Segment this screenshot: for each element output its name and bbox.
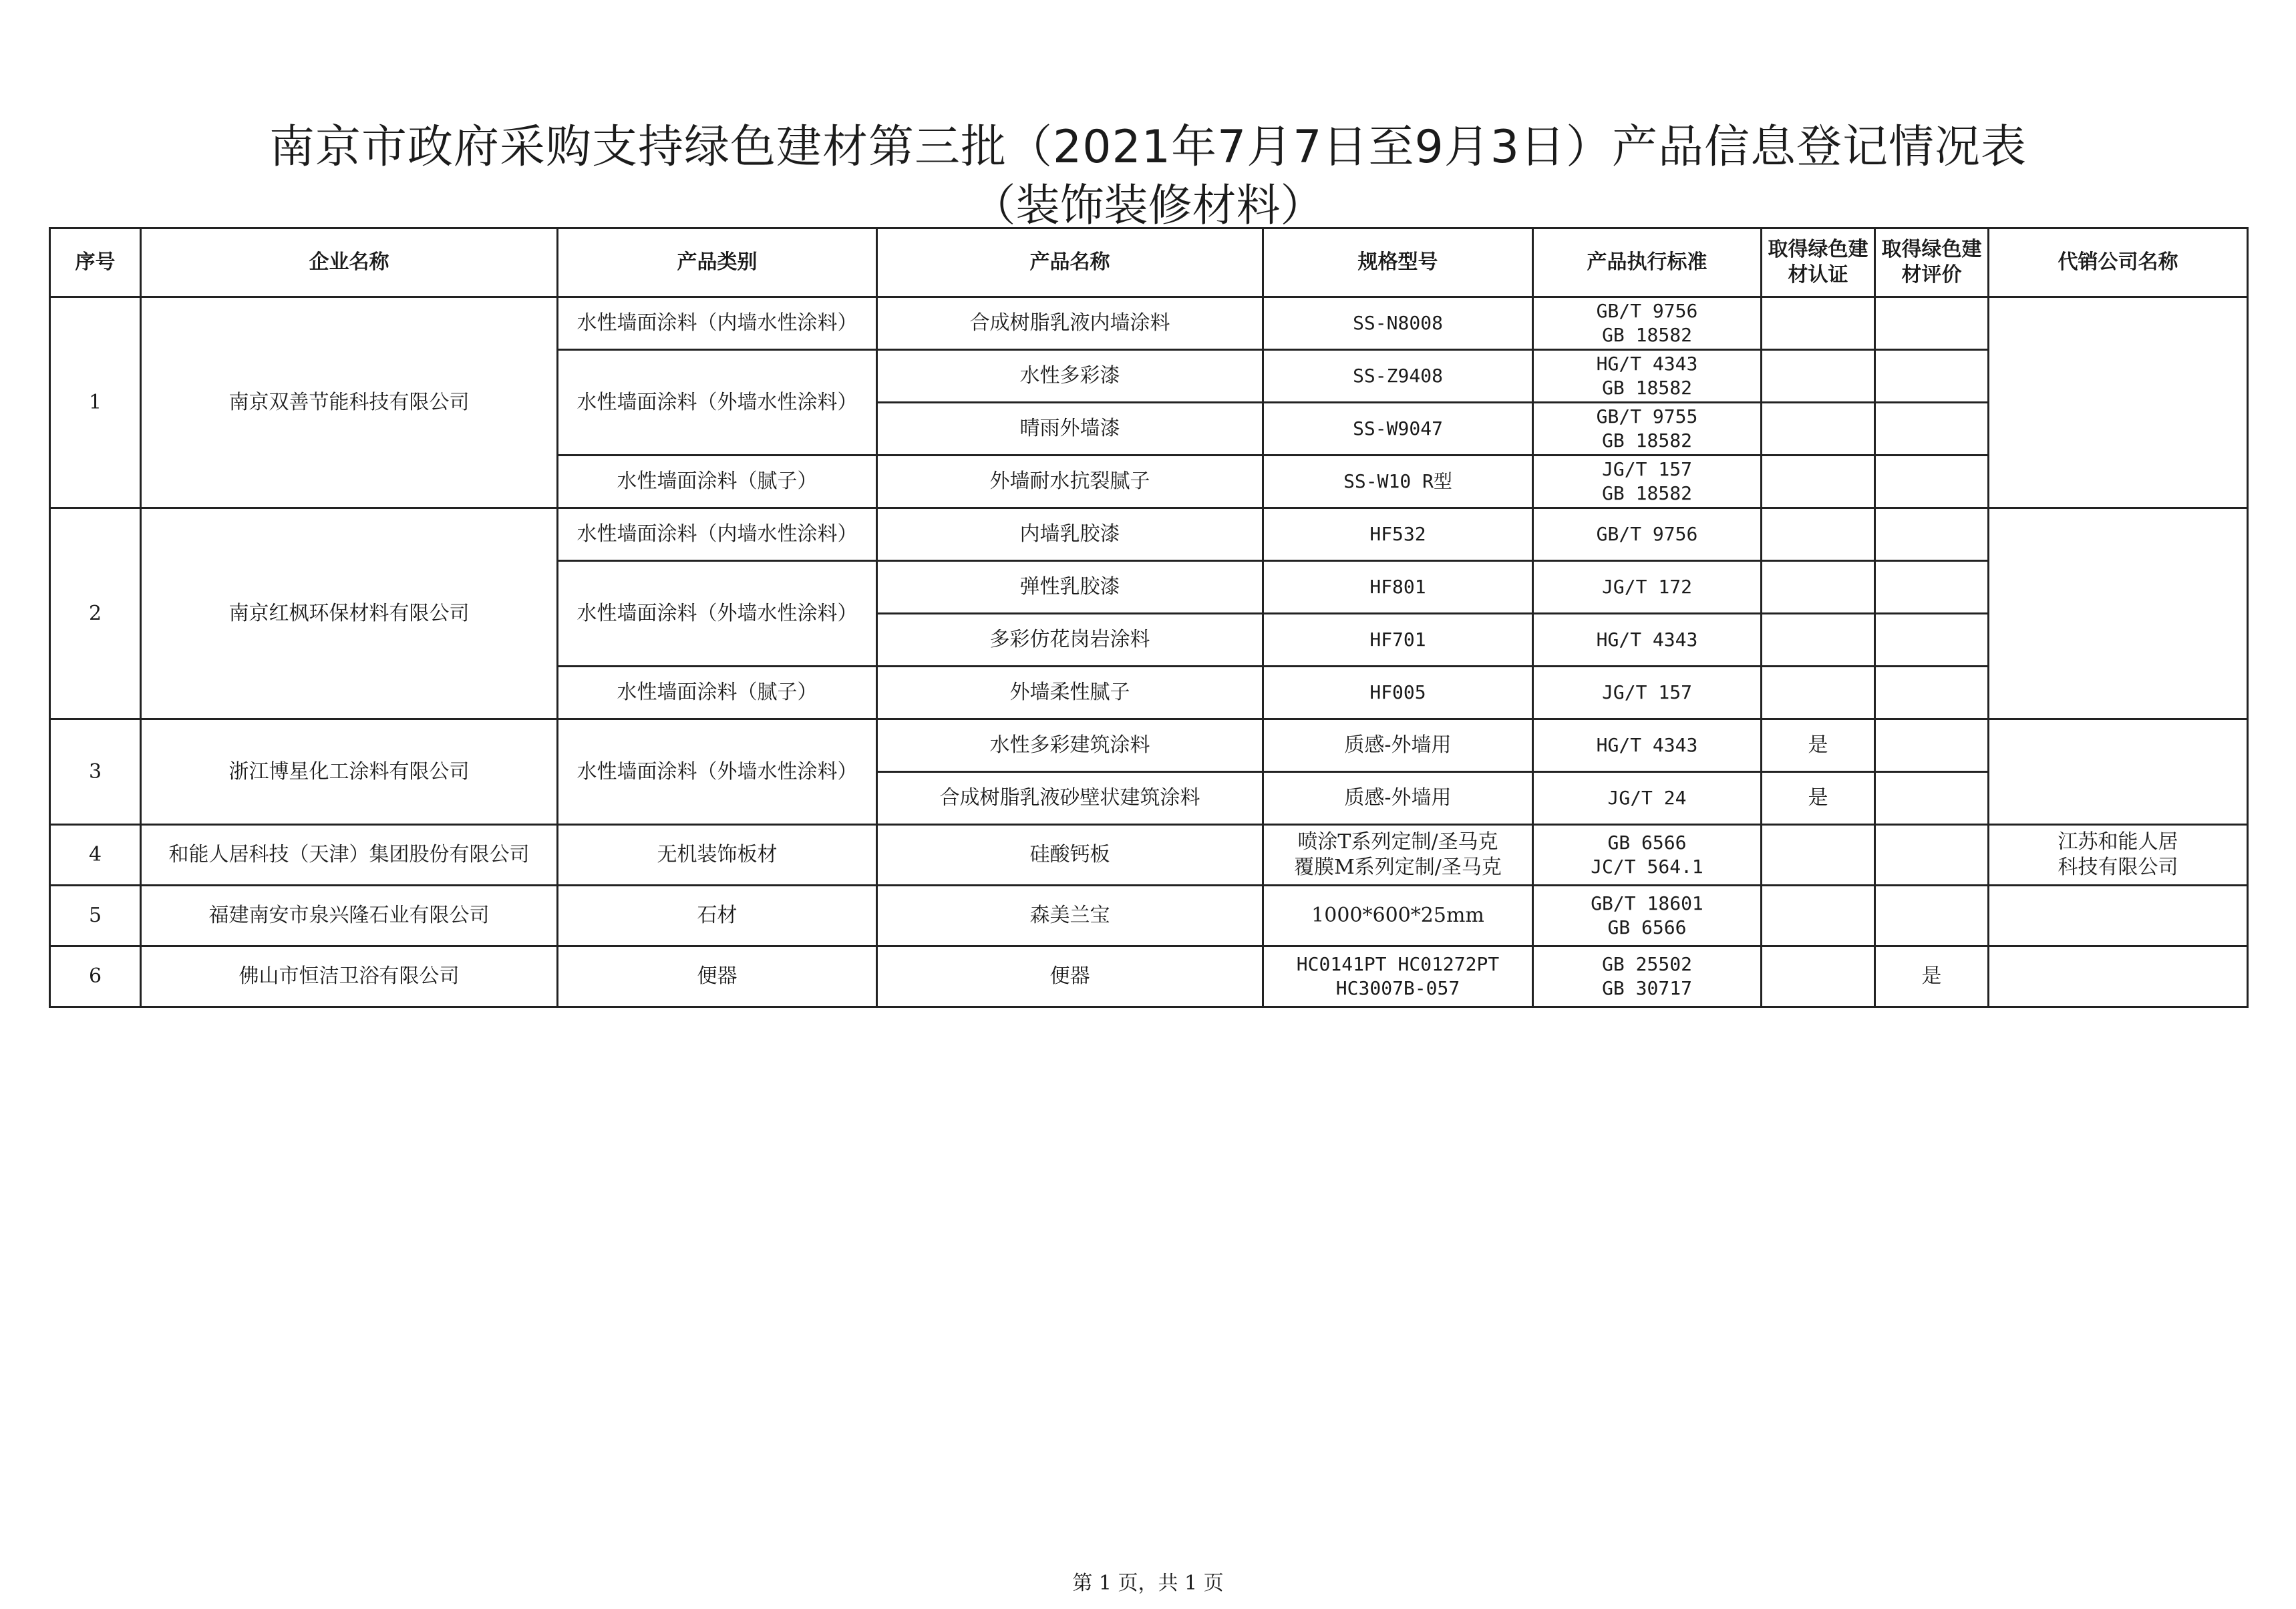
standard-cell: [1533, 350, 1762, 403]
standard-line: GB 6566: [1607, 916, 1687, 938]
product-registration-table: [49, 227, 2249, 1008]
spec-cell: HF701: [1263, 614, 1533, 667]
standard-line: GB/T 18601: [1591, 892, 1703, 914]
standard-cell: [1533, 886, 1762, 946]
spec-cell: 质感-外墙用: [1263, 719, 1533, 772]
category-cell: 水性墙面涂料（外墙水性涂料）: [558, 719, 877, 825]
header-seq: 序号: [50, 228, 141, 297]
product-cell: 水性多彩漆: [877, 350, 1263, 403]
company-cell: 佛山市恒洁卫浴有限公司: [141, 946, 558, 1007]
product-cell: 多彩仿花岗岩涂料: [877, 614, 1263, 667]
spec-cell: 1000*600*25mm: [1263, 886, 1533, 946]
spec-line: 覆膜M系列定制/圣马克: [1294, 856, 1502, 879]
eval-cell: [1875, 297, 1989, 350]
standard-line: GB 18582: [1602, 482, 1692, 504]
company-cell: 浙江博星化工涂料有限公司: [141, 719, 558, 825]
seq-cell: 3: [50, 719, 141, 825]
eval-cell: [1875, 403, 1989, 456]
standard-cell: [1533, 946, 1762, 1007]
spec-cell: HF005: [1263, 667, 1533, 719]
standard-cell: [1533, 403, 1762, 456]
agent-cell: [1989, 825, 2248, 886]
product-cell: 水性多彩建筑涂料: [877, 719, 1263, 772]
cert-cell: [1762, 508, 1875, 561]
document-subtitle: （装饰装修材料）: [971, 180, 1325, 231]
spec-cell: HF532: [1263, 508, 1533, 561]
spec-cell: SS-W9047: [1263, 403, 1533, 456]
eval-cell: [1875, 456, 1989, 508]
standard-cell: [1533, 456, 1762, 508]
spec-cell: [1263, 825, 1533, 886]
seq-cell: 4: [50, 825, 141, 886]
product-cell: 内墙乳胶漆: [877, 508, 1263, 561]
spec-cell: 质感-外墙用: [1263, 772, 1533, 825]
eval-cell: [1875, 614, 1989, 667]
product-cell: 外墙柔性腻子: [877, 667, 1263, 719]
company-cell: 福建南安市泉兴隆石业有限公司: [141, 886, 558, 946]
product-cell: 弹性乳胶漆: [877, 561, 1263, 614]
standard-line: GB 18582: [1602, 429, 1692, 452]
standard-cell: HG/T 4343: [1533, 719, 1762, 772]
category-cell: 水性墙面涂料（外墙水性涂料）: [558, 561, 877, 667]
cert-cell: [1762, 667, 1875, 719]
seq-cell: 1: [50, 297, 141, 508]
product-cell: 外墙耐水抗裂腻子: [877, 456, 1263, 508]
standard-line: GB/T 9756: [1596, 300, 1698, 322]
category-cell: 水性墙面涂料（腻子）: [558, 667, 877, 719]
standard-line: GB 30717: [1602, 977, 1692, 999]
cert-cell: [1762, 350, 1875, 403]
standard-cell: [1533, 297, 1762, 350]
standard-line: HG/T 4343: [1596, 353, 1698, 375]
seq-cell: 6: [50, 946, 141, 1007]
eval-cell: [1875, 719, 1989, 772]
product-cell: 硅酸钙板: [877, 825, 1263, 886]
standard-cell: HG/T 4343: [1533, 614, 1762, 667]
header-row: [50, 228, 2248, 297]
header-product: 产品名称: [877, 228, 1263, 297]
company-cell: 和能人居科技（天津）集团股份有限公司: [141, 825, 558, 886]
header-eval: 取得绿色建材评价: [1875, 228, 1989, 297]
cert-cell: 是: [1762, 719, 1875, 772]
spec-line: HC3007B-057: [1335, 977, 1460, 999]
agent-cell: [1989, 946, 2248, 1007]
category-cell: 水性墙面涂料（外墙水性涂料）: [558, 350, 877, 456]
cert-cell: 是: [1762, 772, 1875, 825]
table-row: [50, 825, 2248, 886]
standard-cell: [1533, 825, 1762, 886]
agent-cell: [1989, 886, 2248, 946]
standard-line: GB/T 9755: [1596, 405, 1698, 427]
cert-cell: [1762, 825, 1875, 886]
header-company: 企业名称: [141, 228, 558, 297]
company-cell: 南京红枫环保材料有限公司: [141, 508, 558, 719]
cert-cell: [1762, 946, 1875, 1007]
page-footer: 第 1 页，共 1 页: [1072, 1572, 1224, 1595]
cert-cell: [1762, 614, 1875, 667]
table-row: [50, 719, 2248, 772]
table-row: [50, 946, 2248, 1007]
eval-cell: [1875, 667, 1989, 719]
standard-line: GB 25502: [1602, 953, 1692, 975]
standard-cell: JG/T 24: [1533, 772, 1762, 825]
seq-cell: 5: [50, 886, 141, 946]
eval-cell: [1875, 772, 1989, 825]
standard-line: JC/T 564.1: [1591, 856, 1703, 878]
standard-line: JG/T 157: [1602, 458, 1692, 480]
header-category: 产品类别: [558, 228, 877, 297]
category-cell: 无机装饰板材: [558, 825, 877, 886]
product-cell: 便器: [877, 946, 1263, 1007]
table-row: [50, 508, 2248, 561]
eval-cell: [1875, 350, 1989, 403]
category-cell: 水性墙面涂料（内墙水性涂料）: [558, 508, 877, 561]
table-row: [50, 886, 2248, 946]
standard-line: GB 18582: [1602, 324, 1692, 346]
eval-cell: 是: [1875, 946, 1989, 1007]
agent-cell: [1989, 508, 2248, 719]
category-cell: 水性墙面涂料（内墙水性涂料）: [558, 297, 877, 350]
eval-cell: [1875, 825, 1989, 886]
product-cell: 森美兰宝: [877, 886, 1263, 946]
agent-line: 江苏和能人居: [2058, 830, 2178, 854]
spec-line: HC0141PT HC01272PT: [1296, 953, 1500, 975]
header-agent: 代销公司名称: [1989, 228, 2248, 297]
product-cell: 合成树脂乳液内墙涂料: [877, 297, 1263, 350]
agent-cell: [1989, 297, 2248, 508]
spec-cell: SS-N8008: [1263, 297, 1533, 350]
standard-line: GB 6566: [1607, 832, 1687, 854]
header-standard: 产品执行标准: [1533, 228, 1762, 297]
table-row: [50, 297, 2248, 350]
cert-cell: [1762, 456, 1875, 508]
spec-line: 喷涂T系列定制/圣马克: [1297, 830, 1498, 854]
standard-cell: JG/T 172: [1533, 561, 1762, 614]
agent-line: 科技有限公司: [2058, 856, 2178, 879]
category-cell: 石材: [558, 886, 877, 946]
cert-cell: [1762, 297, 1875, 350]
standard-line: GB 18582: [1602, 377, 1692, 399]
spec-cell: SS-W10 R型: [1263, 456, 1533, 508]
cert-cell: [1762, 886, 1875, 946]
document-title: 南京市政府采购支持绿色建材第三批（2021年7月7日至9月3日）产品信息登记情况表: [269, 121, 2027, 174]
cert-cell: [1762, 561, 1875, 614]
eval-cell: [1875, 561, 1989, 614]
category-cell: 便器: [558, 946, 877, 1007]
standard-cell: JG/T 157: [1533, 667, 1762, 719]
eval-cell: [1875, 508, 1989, 561]
eval-cell: [1875, 886, 1989, 946]
header-cert: 取得绿色建材认证: [1762, 228, 1875, 297]
category-cell: 水性墙面涂料（腻子）: [558, 456, 877, 508]
spec-cell: SS-Z9408: [1263, 350, 1533, 403]
cert-cell: [1762, 403, 1875, 456]
spec-cell: HF801: [1263, 561, 1533, 614]
agent-cell: [1989, 719, 2248, 825]
product-cell: 晴雨外墙漆: [877, 403, 1263, 456]
seq-cell: 2: [50, 508, 141, 719]
header-spec: 规格型号: [1263, 228, 1533, 297]
spec-cell: [1263, 946, 1533, 1007]
standard-cell: GB/T 9756: [1533, 508, 1762, 561]
company-cell: 南京双善节能科技有限公司: [141, 297, 558, 508]
product-cell: 合成树脂乳液砂壁状建筑涂料: [877, 772, 1263, 825]
